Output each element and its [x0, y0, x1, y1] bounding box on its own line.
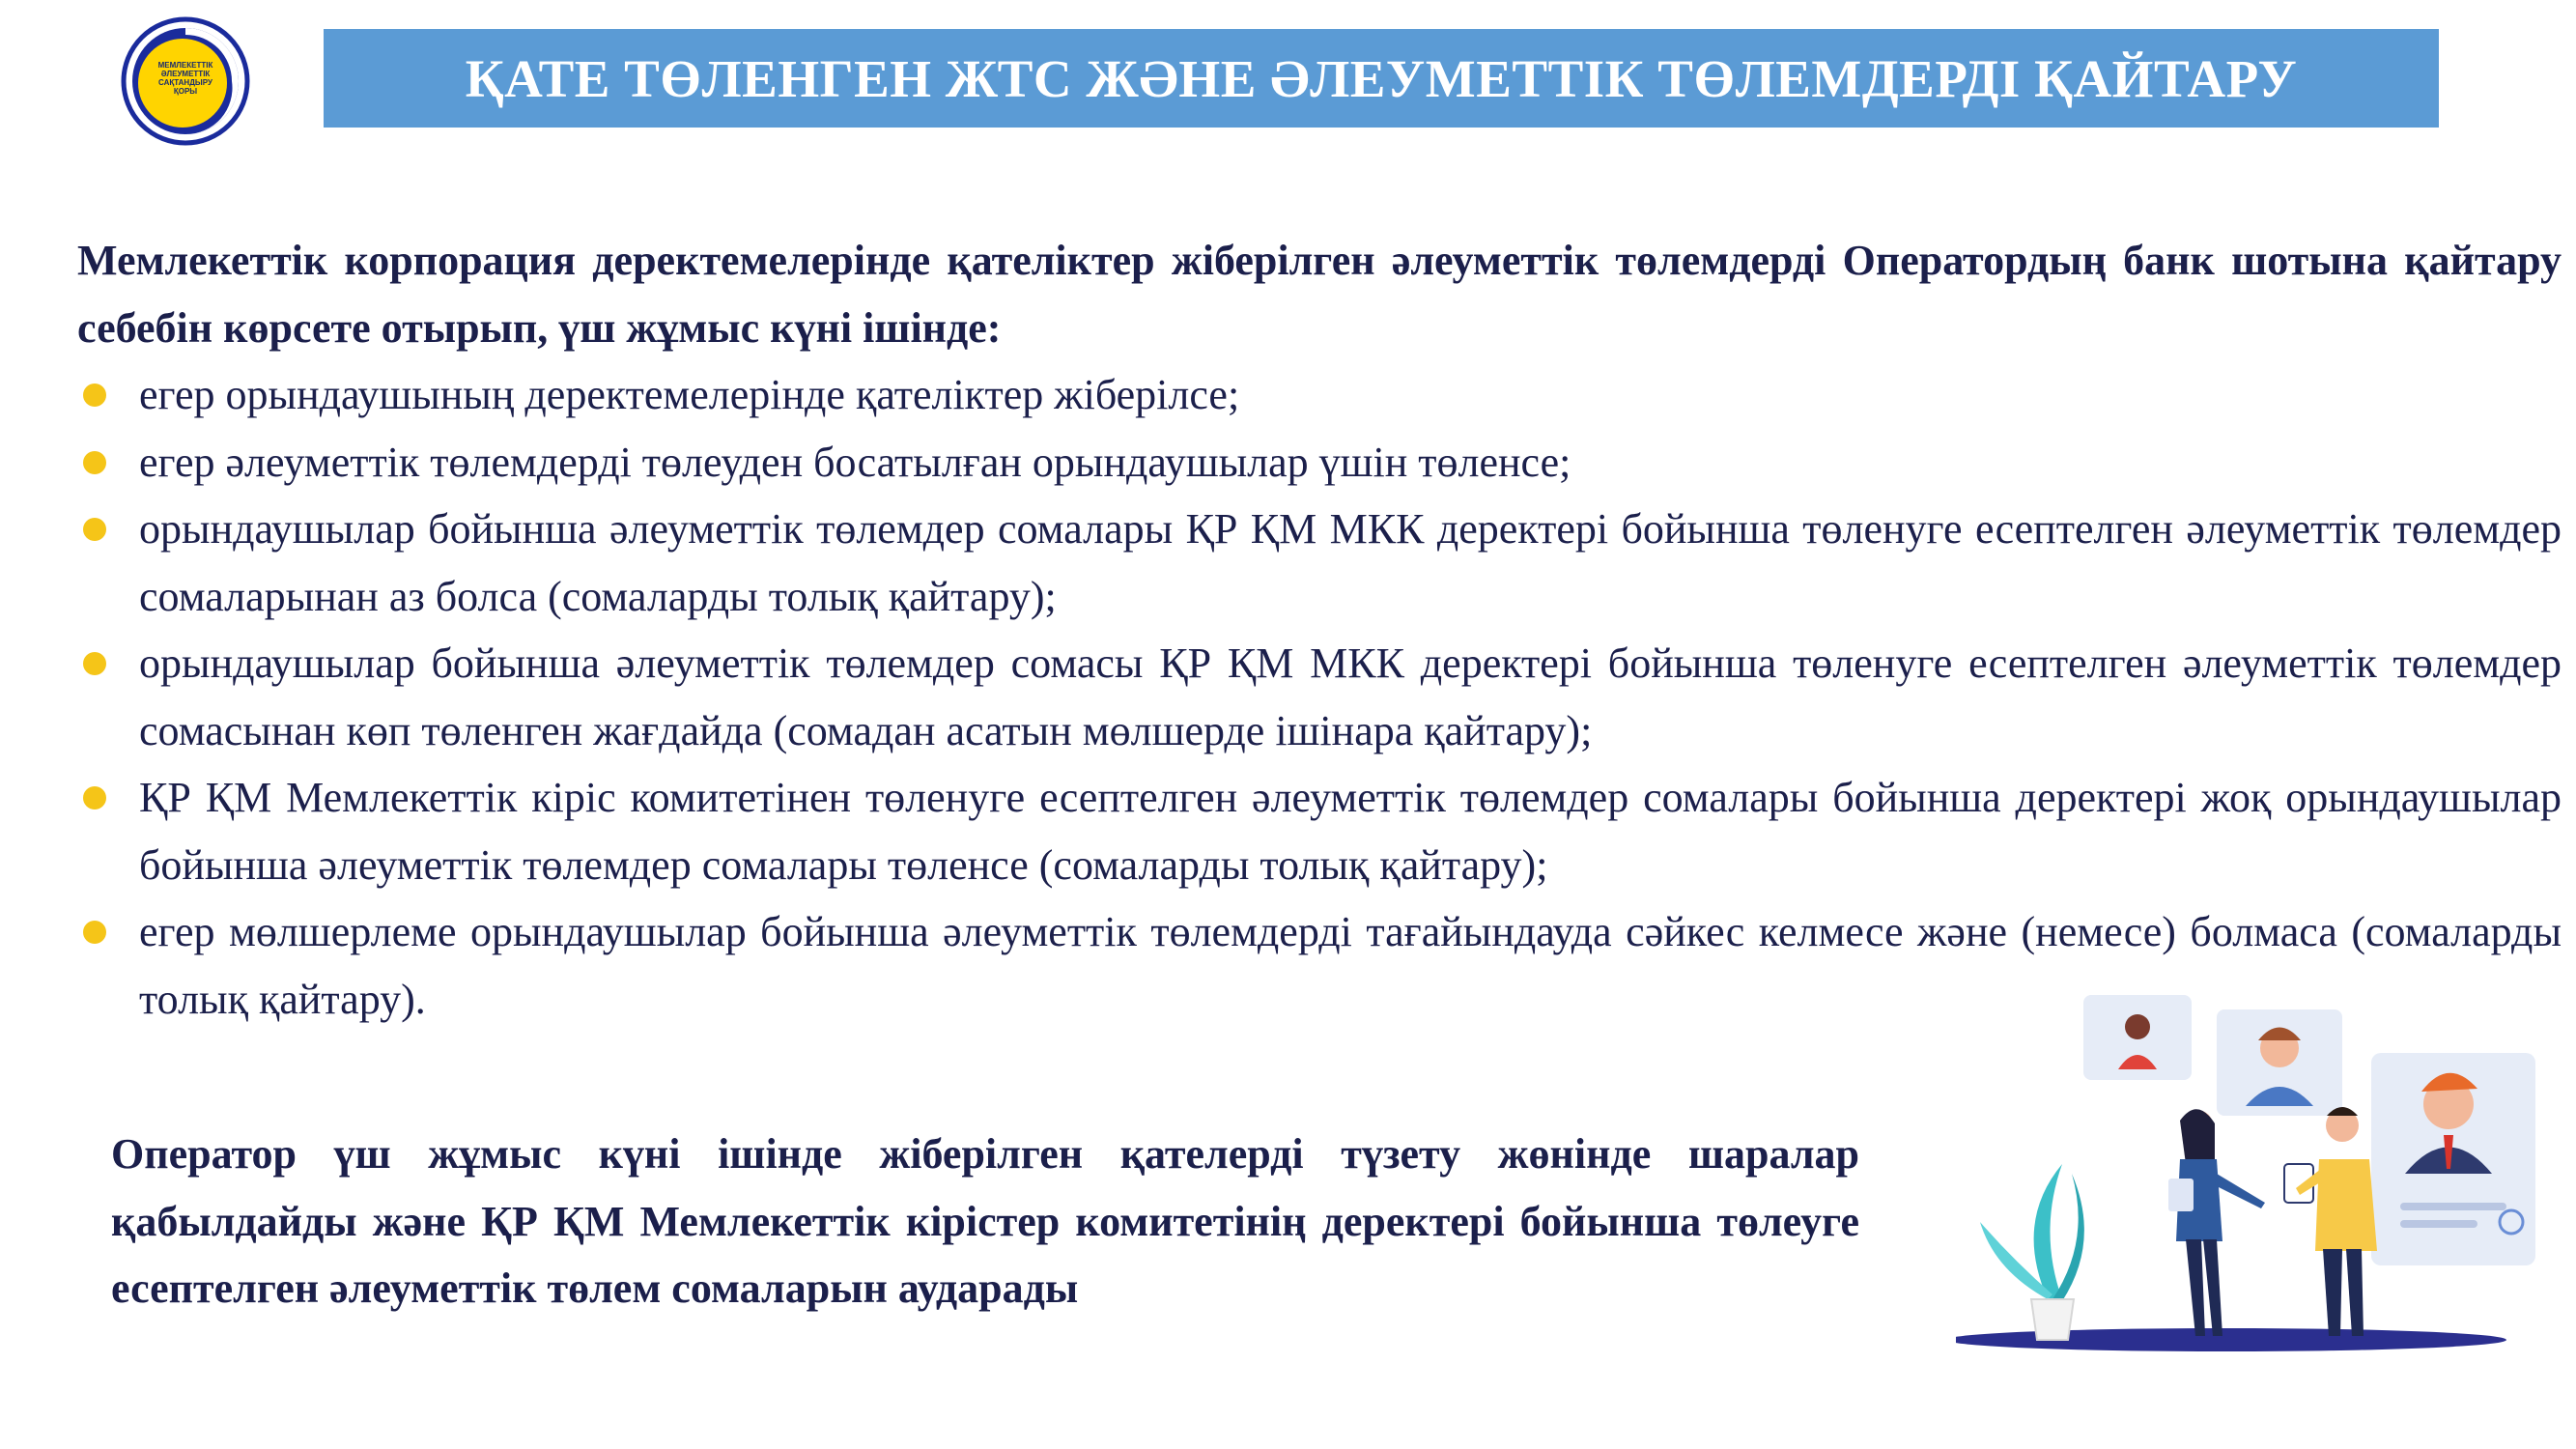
list-item [77, 630, 2562, 764]
people-discussion-icon [1956, 980, 2555, 1367]
intro-paragraph: Мемлекеттік корпорация деректемелерінде қателіктер жіберілген әлеуметтік төлемдерді Оператордың банк шотына қайтару себебін көрсете отырып, үш жұмыс күні ішінде: [77, 237, 2562, 352]
bullet-dot-icon [83, 451, 106, 474]
list-item-text: егер әлеуметтік төлемдерді төлеуден босатылған орындаушылар үшін төленсе; [139, 438, 1571, 486]
bullet-dot-icon [83, 786, 106, 810]
list-item-text: егер орындаушының деректемелерінде қателіктер жіберілсе; [139, 371, 1240, 418]
list-item [77, 496, 2562, 630]
bullet-dot-icon [83, 518, 106, 541]
logo-text: МЕМЛЕКЕТТІК ӘЛЕУМЕТТІК САҚТАНДЫРУ ҚОРЫ [157, 61, 213, 96]
page-title: ҚАТЕ ТӨЛЕНГЕН ЖТС ЖӘНЕ ӘЛЕУМЕТТІК ТӨЛЕМДЕРДІ ҚАЙТАРУ [465, 48, 2298, 108]
list-item [77, 764, 2562, 898]
bullet-dot-icon [83, 652, 106, 675]
list-item-text: ҚР ҚМ Мемлекеттік кіріс комитетінен төленуге есептелген әлеуметтік төлемдер сомалары бойынша деректері жоқ орындаушылар бойынша әлеуметтік төлемдер сомалары төленсе (сомаларды толық қайтару); [139, 774, 2562, 889]
list-item [77, 361, 2562, 429]
list-item-text: орындаушылар бойынша әлеуметтік төлемдер сомалары ҚР ҚМ МКК деректері бойынша төленуге есептелген әлеуметтік төлемдер сомаларынан аз болса (сомаларды толық қайтару); [139, 505, 2562, 620]
title-banner [324, 29, 2439, 128]
list-item-text: орындаушылар бойынша әлеуметтік төлемдер сомасы ҚР ҚМ МКК деректері бойынша төленуге есептелген әлеуметтік төлемдер сомасынан көп төленген жағдайда (сомадан асатын мөлшерде ішінара қайтару); [139, 639, 2562, 754]
fund-logo [121, 16, 250, 146]
list-item-text: егер мөлшерлеме орындаушылар бойынша әлеуметтік төлемдерді тағайындауда сәйкес келмесе және (немесе) болмаса (сомаларды толық қайтару). [139, 908, 2562, 1023]
main-content [77, 227, 2562, 1033]
closing-paragraph: Оператор үш жұмыс күні ішінде жіберілген қателерді түзету жөнінде шаралар қабылдайды және ҚР ҚМ Мемлекеттік кірістер комитетінің деректері бойынша төлеуге есептелген әлеуметтік төлем сомаларын аударады [111, 1130, 1859, 1312]
bullet-dot-icon [83, 921, 106, 944]
reasons-list [77, 361, 2562, 1033]
list-item [77, 429, 2562, 497]
people-discussion-illustration [1956, 980, 2555, 1367]
bullet-dot-icon [83, 384, 106, 407]
